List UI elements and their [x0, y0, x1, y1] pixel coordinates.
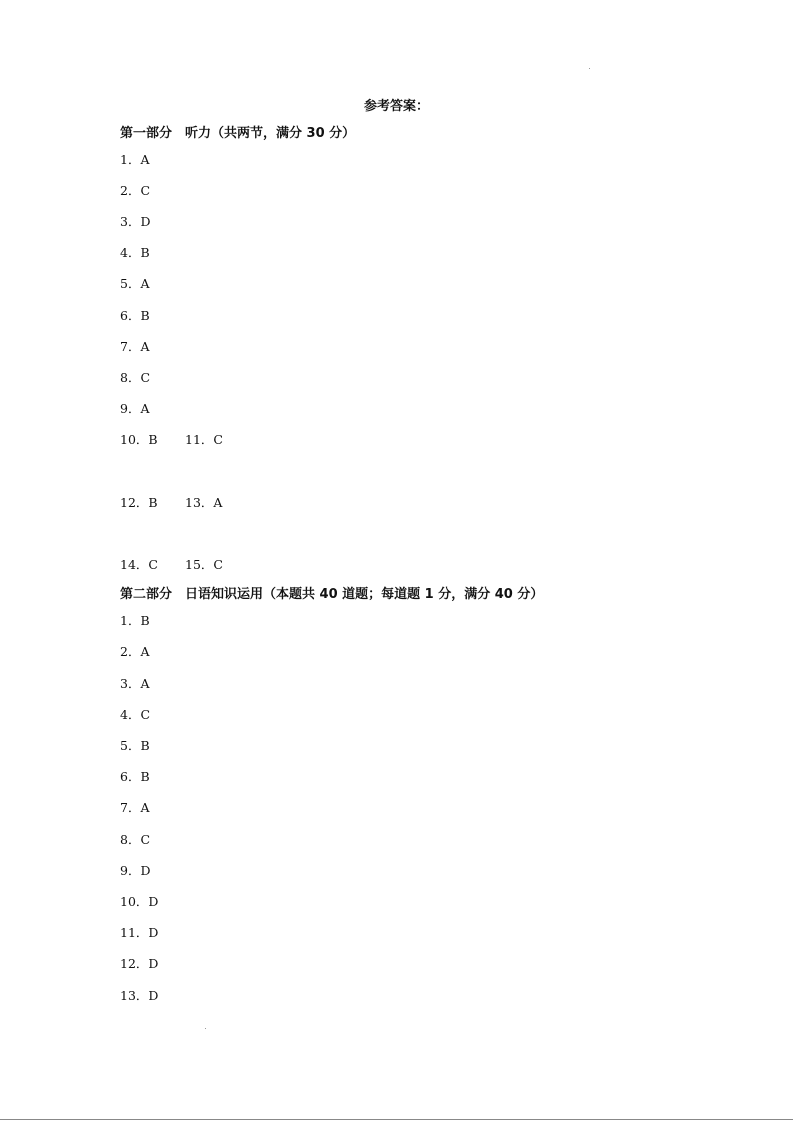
part1-answer-13: 13．A	[185, 495, 223, 510]
part2-answer-9: 9．D	[120, 863, 151, 878]
part1-answer-11: 11．C	[185, 432, 223, 447]
scan-dot	[205, 1028, 206, 1029]
part1-heading: 第一部分 听力（共两节，满分 30 分）	[120, 126, 356, 141]
part1-answer-5: 5．A	[120, 276, 150, 291]
part2-heading: 第二部分 日语知识运用（本题共 40 道题；每道题 1 分，满分 40 分）	[120, 587, 544, 602]
part2-answer-8: 8．C	[120, 832, 151, 847]
part2-answer-3: 3．A	[120, 676, 150, 691]
part1-answer-4: 4．B	[120, 245, 150, 260]
page-bottom-rule	[0, 1119, 793, 1120]
part1-answer-14: 14．C	[120, 557, 158, 572]
part1-answer-2: 2．C	[120, 183, 151, 198]
part2-answer-12: 12．D	[120, 956, 159, 971]
part2-answer-2: 2．A	[120, 644, 150, 659]
part2-answer-1: 1．B	[120, 613, 150, 628]
page-title: 参考答案：	[363, 99, 429, 114]
part2-answer-7: 7．A	[120, 800, 150, 815]
part2-answer-4: 4．C	[120, 707, 151, 722]
part1-answer-3: 3．D	[120, 214, 151, 229]
part1-answer-8: 8．C	[120, 370, 151, 385]
part2-answer-13: 13．D	[120, 988, 159, 1003]
part1-answer-1: 1．A	[120, 152, 150, 167]
part1-answer-7: 7．A	[120, 339, 150, 354]
part2-answer-11: 11．D	[120, 925, 159, 940]
part1-answer-12: 12．B	[120, 495, 158, 510]
part1-answer-15: 15．C	[185, 557, 223, 572]
part1-answer-9: 9．A	[120, 401, 150, 416]
part1-answer-6: 6．B	[120, 308, 150, 323]
scan-dot	[589, 68, 590, 69]
part2-answer-10: 10．D	[120, 894, 159, 909]
part2-answer-6: 6．B	[120, 769, 150, 784]
part1-answer-10: 10．B	[120, 432, 158, 447]
part2-answer-5: 5．B	[120, 738, 150, 753]
